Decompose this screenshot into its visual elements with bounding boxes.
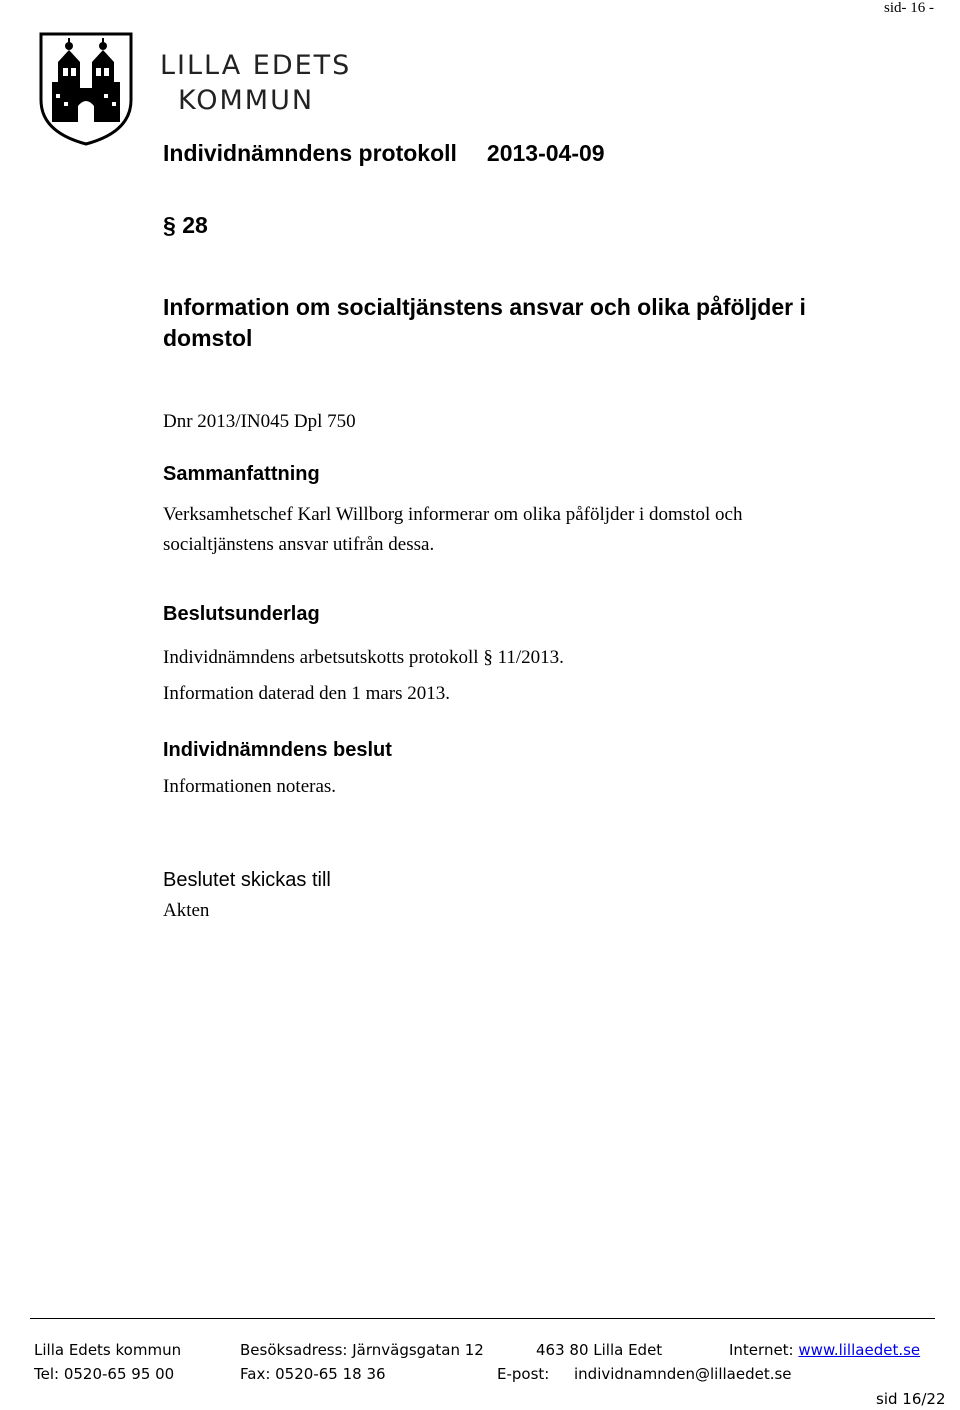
footer-internet-label: Internet: <box>729 1341 794 1359</box>
dnr: Dnr 2013/IN045 Dpl 750 <box>163 411 356 432</box>
footer-visit-address: Besöksadress: Järnvägsgatan 12 <box>240 1341 484 1359</box>
basis-heading: Beslutsunderlag <box>163 603 320 625</box>
summary-line1: Verksamhetschef Karl Willborg informerar om olika påföljder i domstol och <box>163 504 743 525</box>
protocol-title <box>163 140 605 167</box>
footer-internet <box>729 1341 920 1359</box>
section-number <box>163 212 208 239</box>
protocol-date: 2013-04-09 <box>486 140 605 166</box>
org-name-line2: KOMMUN <box>178 85 315 116</box>
section-number-value: 28 <box>182 212 208 238</box>
footer-page-count: sid 16/22 <box>876 1390 946 1408</box>
basis-text <box>163 640 564 712</box>
coat-of-arms-logo <box>38 32 134 146</box>
summary-heading: Sammanfattning <box>163 463 320 485</box>
sent-to-recipient: Akten <box>163 900 210 921</box>
footer-postal: 463 80 Lilla Edet <box>536 1341 663 1359</box>
page-marker: sid- 16 - <box>884 0 934 16</box>
footer-website-link[interactable]: www.lillaedet.se <box>798 1341 921 1359</box>
footer-fax: Fax: 0520-65 18 36 <box>240 1365 386 1383</box>
sent-to-heading: Beslutet skickas till <box>163 869 331 891</box>
footer-email: individnamnden@lillaedet.se <box>574 1365 792 1383</box>
basis-line2: Information daterad den 1 mars 2013. <box>163 683 451 704</box>
protocol-name: Individnämndens protokoll <box>163 140 457 166</box>
footer-tel: Tel: 0520-65 95 00 <box>34 1365 175 1383</box>
section-symbol: § <box>163 212 176 238</box>
footer-email-label: E-post: <box>497 1365 550 1383</box>
org-name-line1: LILLA EDETS <box>160 50 352 81</box>
basis-line1: Individnämndens arbetsutskotts protokoll § 11/2013. <box>163 647 564 668</box>
summary-line2: socialtjänstens ansvar utifrån dessa. <box>163 534 435 555</box>
item-heading-line2: domstol <box>163 325 253 351</box>
footer-divider <box>30 1318 935 1319</box>
item-heading <box>163 292 806 354</box>
summary-text <box>163 500 742 560</box>
decision-heading: Individnämndens beslut <box>163 739 392 761</box>
decision-text: Informationen noteras. <box>163 776 337 797</box>
footer-org: Lilla Edets kommun <box>34 1341 182 1359</box>
item-heading-line1: Information om socialtjänstens ansvar och olika påföljder i <box>163 294 806 320</box>
